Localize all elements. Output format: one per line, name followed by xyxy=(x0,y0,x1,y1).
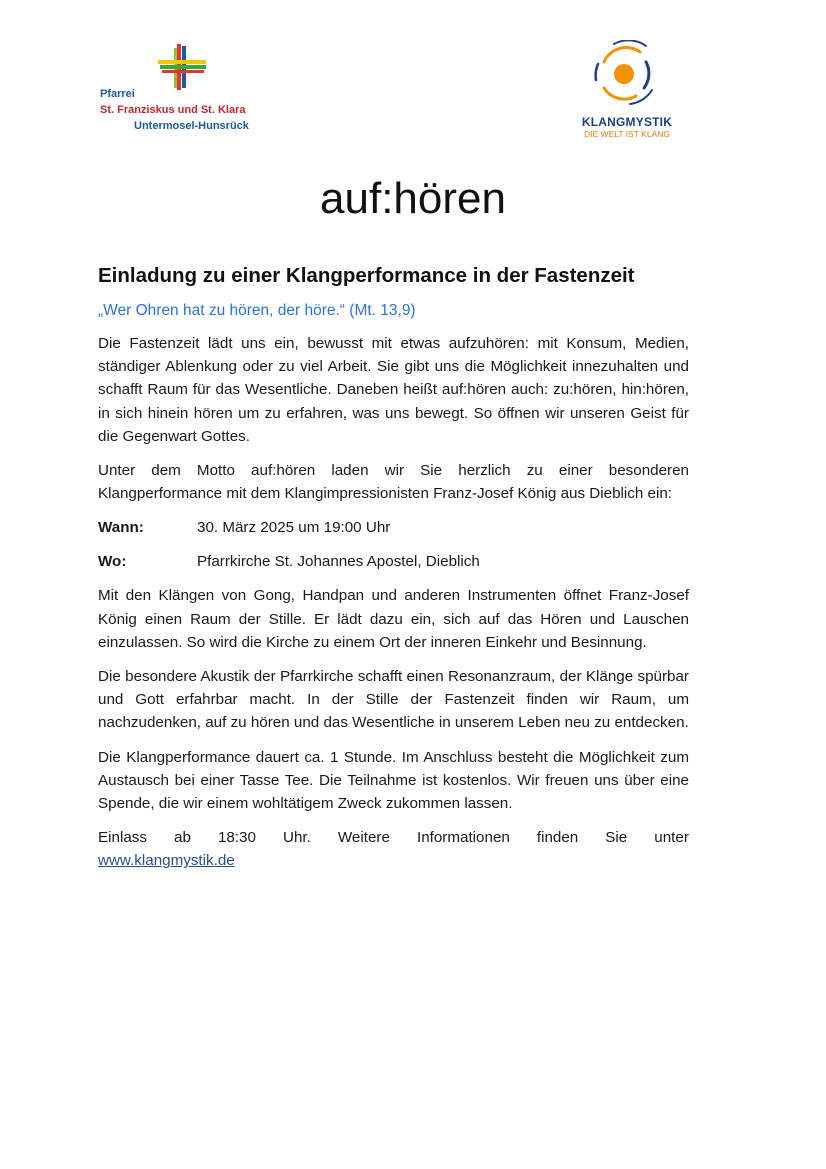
closing-word: 18:30 xyxy=(217,829,256,847)
closing-line xyxy=(98,826,689,849)
paragraph-invitation: Unter dem Motto auf:hören laden wir Sie herzlich zu einer besonderen Klangperformance mit dem Klangimpressionisten Franz-Josef König aus Dieblich ein: xyxy=(98,462,689,503)
cross-icon xyxy=(158,44,208,90)
when-label: Wann: xyxy=(98,519,144,537)
invitation-heading: Einladung zu einer Klangperformance in der Fastenzeit xyxy=(98,264,635,287)
page-title: auf:hören xyxy=(320,174,506,223)
where-value: Pfarrkirche St. Johannes Apostel, Dieblich xyxy=(197,553,480,571)
where-label: Wo: xyxy=(98,553,127,571)
paragraph-acoustics: Die besondere Akustik der Pfarrkirche schafft einen Resonanzraum, der Klänge spürbar und Gott erfahrbar macht. In der Stille der Fastenzeit finden wir Raum, um nachzudenken, auf zu hören und das Wesentliche in unserem Leben neu zu entdecken. xyxy=(98,668,689,732)
closing-word: Einlass xyxy=(98,829,147,847)
klangmystik-logo xyxy=(572,40,682,142)
parish-name-line3: Untermosel-Hunsrück xyxy=(134,120,249,132)
closing-word: Weitere xyxy=(337,829,390,847)
closing-word: Uhr. xyxy=(282,829,311,847)
when-row xyxy=(98,516,689,539)
paragraph-duration: Die Klangperformance dauert ca. 1 Stunde. Im Anschluss besteht die Möglichkeit zum Austausch bei einer Tasse Tee. Die Teilnahme ist kostenlos. Wir freuen uns über eine Spende, die wir einem wohltätigem Zweck zukommen lassen. xyxy=(98,748,689,813)
parish-name-line1: Pfarrei xyxy=(100,88,135,100)
closing-word: ab xyxy=(174,829,191,847)
closing-word: finden xyxy=(536,829,579,847)
closing-word: Informationen xyxy=(416,829,510,847)
where-row xyxy=(98,550,689,573)
paragraph-intro: Die Fastenzeit lädt uns ein, bewusst mit etwas aufzuhören: mit Konsum, Medien, ständiger Ablenkung oder zu viel Arbeit. Sie gibt uns die Möglichkeit innezuhalten und schafft Raum für das Wesentliche. Daneben heißt auf:hören auch: zu:hören, hin:hören, in sich hinein hören um zu erfahren, was uns bewegt. So öffnen wir unseren Geist für die Gegenwart Gottes. xyxy=(98,335,689,445)
parish-name-line2: St. Franziskus und St. Klara xyxy=(100,104,246,116)
when-value: 30. März 2025 um 19:00 Uhr xyxy=(197,519,391,537)
sound-circle-icon xyxy=(590,40,662,112)
klangmystik-slogan: DIE WELT IST KLANG xyxy=(584,129,670,139)
document-body xyxy=(98,264,689,873)
klangmystik-name: KLANGMYSTIK xyxy=(581,115,673,129)
parish-logo xyxy=(98,40,258,135)
paragraph-sounds: Mit den Klängen von Gong, Handpan und anderen Instrumenten öffnet Franz-Josef König einen Raum der Stille. Er lädt dazu ein, sich auf das Hören und Lauschen einzulassen. So wird die Kirche zu einem Ort der inneren Einkehr und Besinnung. xyxy=(98,587,689,651)
website-link[interactable]: www.klangmystik.de xyxy=(98,852,235,870)
closing-word: unter xyxy=(654,829,689,847)
closing-word: Sie xyxy=(605,829,628,847)
bible-quote: „Wer Ohren hat zu hören, der höre.“ (Mt. 13,9) xyxy=(98,302,416,319)
